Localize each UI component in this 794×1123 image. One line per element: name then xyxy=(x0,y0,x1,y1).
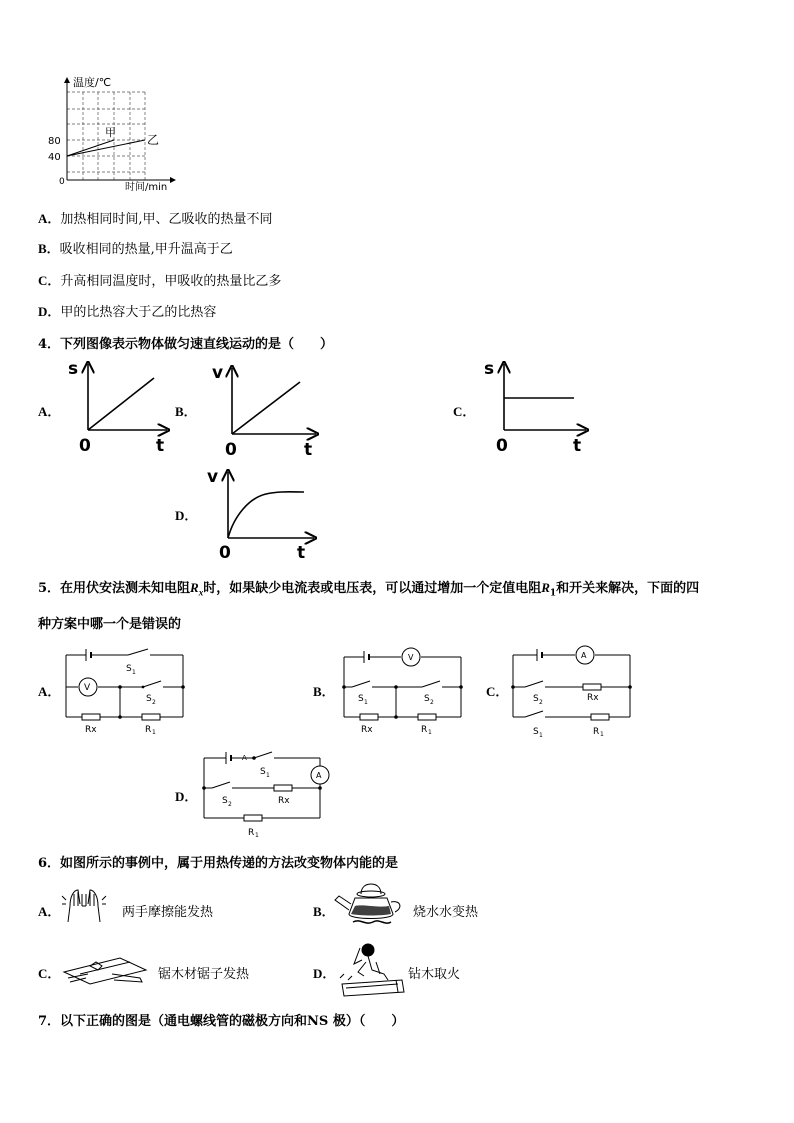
q5-stem-line1: 5．在用伏安法测未知电阻$R_x$时，如果缺少电流表或电压表，可以通过增加一个定值电阻$R_1$和开关来解决，下面的四 xyxy=(38,580,700,599)
series-yi-label: 乙 xyxy=(147,133,160,147)
svg-text:S: S xyxy=(533,694,539,704)
drilling-wood-icon xyxy=(336,940,410,1000)
q4-option-b-label[interactable]: B． xyxy=(175,404,197,419)
svg-text:1: 1 xyxy=(364,699,368,706)
q6-option-c-text: 锯木材锯子发热 xyxy=(158,967,250,982)
svg-text:A: A xyxy=(581,651,587,660)
q4-option-c-label[interactable]: C． xyxy=(453,404,476,419)
svg-text:1: 1 xyxy=(600,731,604,738)
y-tick-80: 80 xyxy=(48,136,61,147)
q3-option-a[interactable]: A．加热相同时间,甲、乙吸收的热量不同 xyxy=(38,211,273,227)
q3-option-b[interactable]: B．吸收相同的热量,甲升温高于乙 xyxy=(38,241,233,257)
saw-icon xyxy=(60,952,150,988)
q6-option-c-label[interactable]: C． xyxy=(38,966,61,981)
q5-circuit-c[interactable] xyxy=(505,645,640,740)
svg-text:S: S xyxy=(146,694,152,704)
q6-option-d-label[interactable]: D． xyxy=(313,966,336,981)
q6-option-a-text: 两手摩擦能发热 xyxy=(122,905,214,920)
q5-option-c-label[interactable]: C． xyxy=(486,684,509,699)
svg-text:2: 2 xyxy=(228,801,232,808)
q5-option-b-label[interactable]: B． xyxy=(313,684,335,699)
q5-option-a-label[interactable]: A． xyxy=(38,684,61,699)
svg-text:t: t xyxy=(297,543,306,563)
svg-text:Rx: Rx xyxy=(361,725,373,735)
x-axis-label: 时间/min xyxy=(125,182,168,193)
svg-text:S: S xyxy=(424,694,430,704)
svg-text:R: R xyxy=(593,727,600,737)
q5-circuit-d[interactable] xyxy=(196,746,341,841)
svg-text:s: s xyxy=(484,359,495,379)
q3-option-c[interactable]: C．升高相同温度时，甲吸收的热量比乙多 xyxy=(38,273,282,289)
svg-text:0: 0 xyxy=(79,436,91,456)
q6-option-b-label[interactable]: B． xyxy=(313,904,335,919)
svg-text:V: V xyxy=(408,653,414,662)
svg-text:1: 1 xyxy=(255,832,259,839)
q7-stem: 7．以下正确的图是（通电螺线管的磁极方向和NS 极）（ ） xyxy=(38,1014,405,1029)
q6-option-a-label[interactable]: A． xyxy=(38,904,61,919)
svg-text:t: t xyxy=(573,436,582,456)
svg-text:2: 2 xyxy=(152,699,156,706)
q6-stem: 6．如图所示的事例中，属于用热传递的方法改变物体内能的是 xyxy=(38,856,399,871)
svg-text:1: 1 xyxy=(152,729,156,735)
kettle-icon xyxy=(333,880,411,928)
svg-text:R: R xyxy=(248,828,255,838)
y-tick-40: 40 xyxy=(48,152,61,163)
svg-text:0: 0 xyxy=(219,543,231,563)
svg-text:1: 1 xyxy=(428,729,432,735)
svg-text:S: S xyxy=(358,694,364,704)
q5-circuit-b[interactable] xyxy=(336,645,471,735)
q5-stem-line2: 种方案中哪一个是错误的 xyxy=(38,617,182,632)
q4-option-d-label[interactable]: D． xyxy=(175,508,198,523)
svg-text:A: A xyxy=(242,754,247,762)
q4-graph-a[interactable] xyxy=(62,358,172,458)
svg-text:V: V xyxy=(84,683,91,693)
rubbing-hands-icon xyxy=(60,886,110,926)
q4-graph-d[interactable] xyxy=(204,466,324,566)
svg-text:S: S xyxy=(126,664,132,674)
svg-text:R: R xyxy=(421,725,428,735)
svg-text:Rx: Rx xyxy=(85,725,97,735)
svg-text:s: s xyxy=(68,359,79,379)
q6-option-d-text: 钻木取火 xyxy=(408,967,461,982)
q6-option-b-text: 烧水水变热 xyxy=(413,905,479,920)
svg-text:1: 1 xyxy=(132,669,136,676)
svg-text:2: 2 xyxy=(539,699,543,706)
series-jia-label: 甲 xyxy=(105,126,116,139)
svg-text:S: S xyxy=(222,796,228,806)
svg-text:A: A xyxy=(316,771,322,780)
svg-text:S: S xyxy=(260,767,266,777)
temperature-time-graph xyxy=(35,72,195,197)
q4-stem: 4．下列图像表示物体做匀速直线运动的是（ ） xyxy=(38,337,334,352)
q3-option-d[interactable]: D．甲的比热容大于乙的比热容 xyxy=(38,304,217,320)
q5-option-d-label[interactable]: D． xyxy=(175,789,198,804)
svg-text:0: 0 xyxy=(496,436,508,456)
origin-label: 0 xyxy=(59,177,65,187)
y-axis-label: 温度/℃ xyxy=(73,76,112,89)
svg-text:1: 1 xyxy=(539,732,543,739)
svg-text:R: R xyxy=(145,725,152,735)
q4-graph-c[interactable] xyxy=(478,358,593,458)
svg-text:0: 0 xyxy=(225,440,237,460)
svg-text:v: v xyxy=(207,467,219,487)
svg-text:1: 1 xyxy=(266,772,270,779)
svg-text:Rx: Rx xyxy=(278,796,290,806)
svg-text:v: v xyxy=(212,363,224,383)
q4-option-a-label[interactable]: A． xyxy=(38,404,61,419)
svg-text:S: S xyxy=(533,727,539,737)
svg-text:2: 2 xyxy=(430,699,434,706)
q4-graph-b[interactable] xyxy=(208,362,323,462)
q5-circuit-a[interactable] xyxy=(58,645,193,735)
svg-text:t: t xyxy=(304,440,313,460)
svg-text:t: t xyxy=(156,436,165,456)
svg-text:Rx: Rx xyxy=(587,693,599,703)
